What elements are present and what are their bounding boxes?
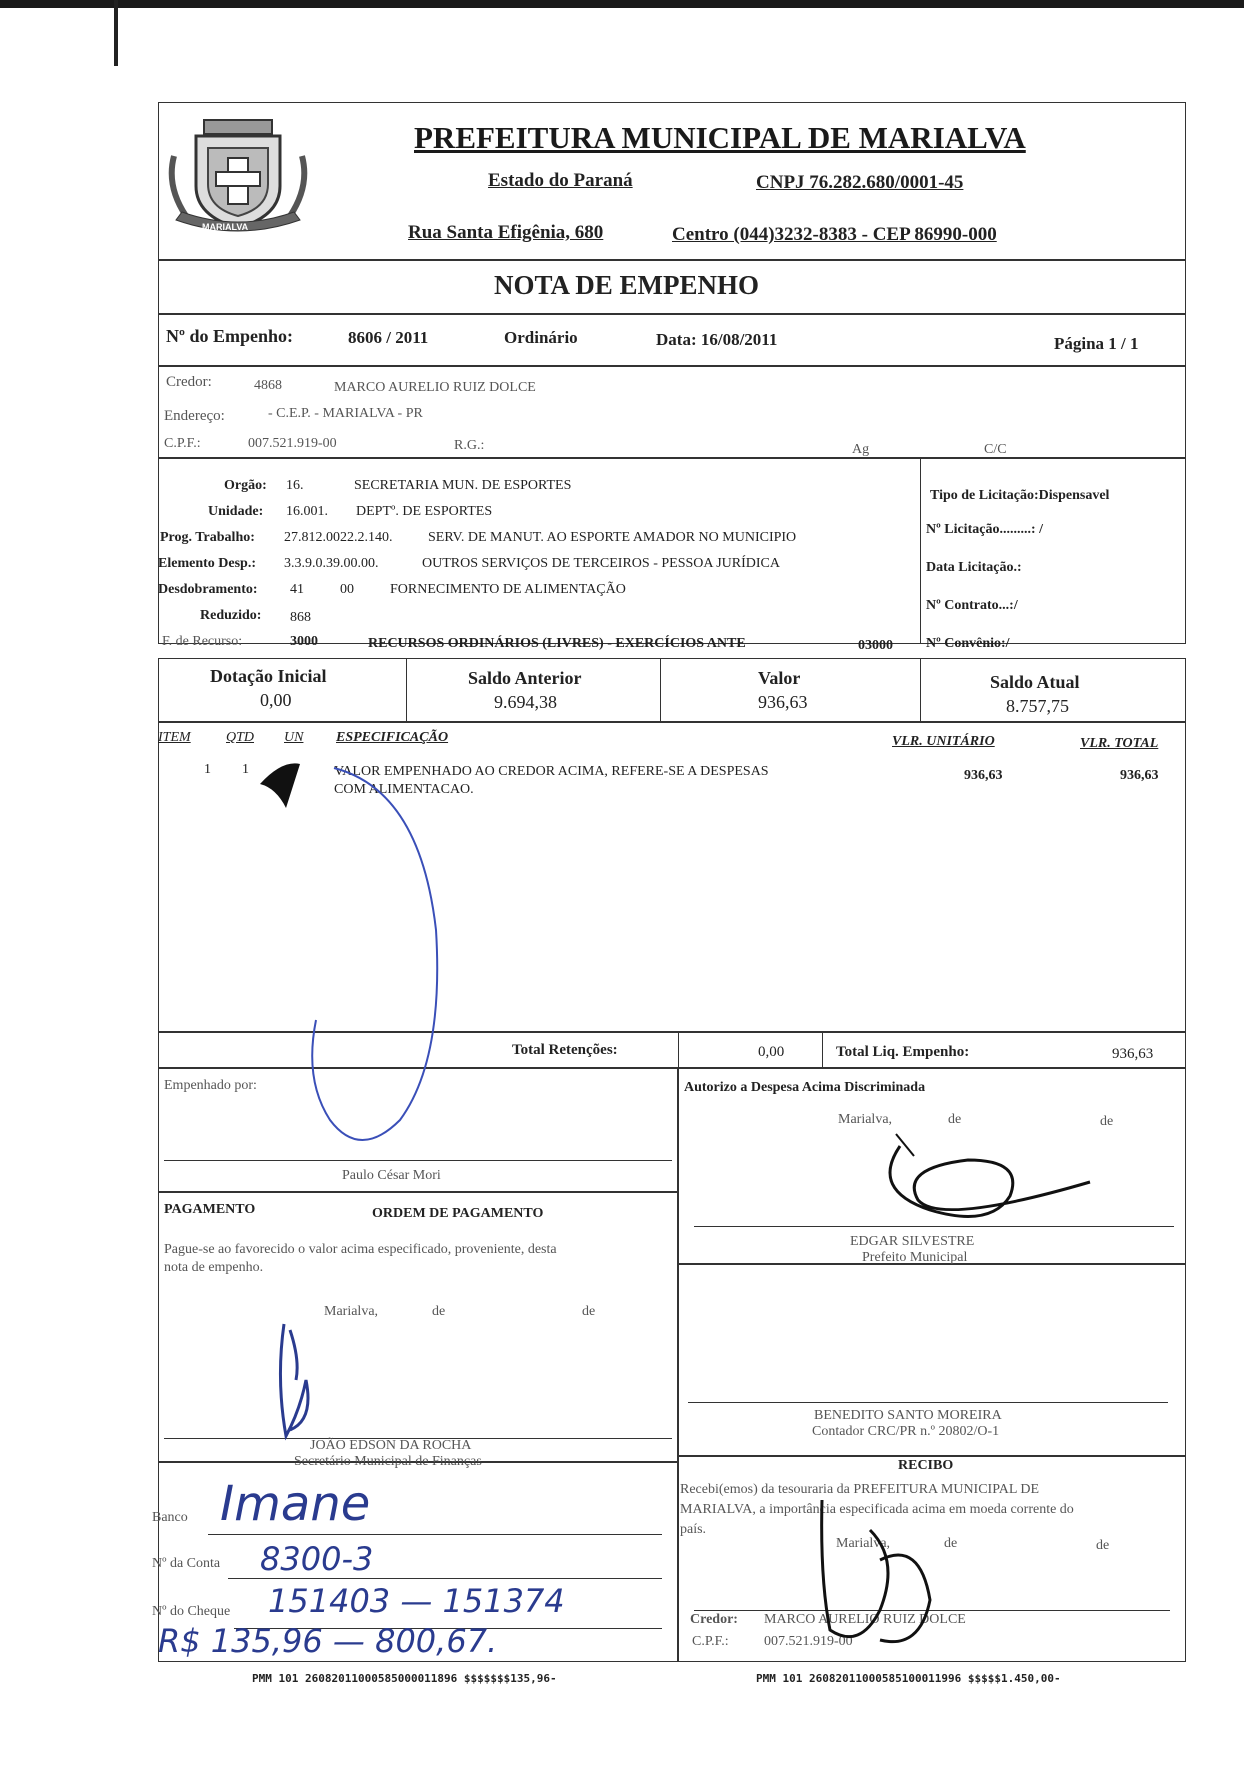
recibo-text-line2: MARIALVA, a importância especificada acima em moeda corrente do bbox=[680, 1502, 1074, 1517]
dotacao-value: 0,00 bbox=[260, 690, 292, 710]
pagamento-de2: de bbox=[582, 1304, 596, 1319]
cpf-value: 007.521.919-00 bbox=[248, 436, 337, 451]
reduzido-label: Reduzido: bbox=[200, 608, 262, 623]
recurso-code: 3000 bbox=[290, 634, 318, 649]
handwritten-cheque: 151403 — 151374 bbox=[268, 1582, 565, 1620]
prefeito-name: EDGAR SILVESTRE bbox=[850, 1234, 975, 1249]
ag-label: Ag bbox=[852, 442, 870, 457]
secretario-name: JOÃO EDSON DA ROCHA bbox=[310, 1438, 472, 1453]
unidade-name: DEPTº. DE ESPORTES bbox=[356, 504, 493, 519]
dotacao-label: Dotação Inicial bbox=[210, 666, 327, 686]
col-un: UN bbox=[284, 730, 304, 745]
recibo-label: RECIBO bbox=[898, 1458, 954, 1473]
licitacao-num: Nº Licitação.........: / bbox=[926, 522, 1043, 537]
valor-value: 936,63 bbox=[758, 692, 808, 712]
orgao-name: SECRETARIA MUN. DE ESPORTES bbox=[354, 478, 572, 493]
pagamento-text-line1: Pague-se ao favorecido o valor acima especificado, proveniente, desta bbox=[164, 1242, 557, 1257]
licitacao-contrato: Nº Contrato...:/ bbox=[926, 598, 1018, 613]
item-total-value: 936,63 bbox=[1120, 768, 1159, 783]
total-liq-value: 936,63 bbox=[1112, 1046, 1154, 1062]
orgao-label: Orgão: bbox=[224, 478, 267, 493]
item-desc-line2: COM ALIMENTACAO. bbox=[334, 782, 474, 797]
recurso-name: RECURSOS ORDINÁRIOS (LIVRES) - EXERCÍCIOS ANTE bbox=[368, 636, 746, 651]
total-liq-label: Total Liq. Empenho: bbox=[836, 1044, 970, 1060]
elemento-code: 3.3.9.0.39.00.00. bbox=[284, 556, 379, 571]
recibo-credor-name: MARCO AURELIO RUIZ DOLCE bbox=[764, 1612, 966, 1627]
contador-role: Contador CRC/PR n.º 20802/O-1 bbox=[812, 1424, 1000, 1439]
pagamento-city: Marialva, bbox=[324, 1304, 379, 1319]
col-especificacao: ESPECIFICAÇÃO bbox=[336, 730, 449, 745]
empenho-type: Ordinário bbox=[504, 328, 578, 347]
ordem-pagamento-label: ORDEM DE PAGAMENTO bbox=[372, 1206, 544, 1221]
orgao-code: 16. bbox=[286, 478, 304, 493]
elemento-label: Elemento Desp.: bbox=[158, 556, 256, 571]
pagamento-text-line2: nota de empenho. bbox=[164, 1260, 264, 1275]
autorizo-label: Autorizo a Despesa Acima Discriminada bbox=[684, 1080, 926, 1095]
desdobramento-sub: 00 bbox=[340, 582, 354, 597]
recibo-text-line1: Recebi(emos) da tesouraria da PREFEITURA MUNICIPAL DE bbox=[680, 1482, 1040, 1497]
recibo-cpf-label: C.P.F.: bbox=[692, 1634, 729, 1649]
recibo-de2: de bbox=[1096, 1538, 1110, 1553]
recurso-label: F. de Recurso: bbox=[162, 634, 243, 649]
secretario-role: Secretário Municipal de Finanças bbox=[294, 1454, 482, 1469]
col-qtd: QTD bbox=[226, 730, 255, 745]
col-vlr-total: VLR. TOTAL bbox=[1080, 736, 1159, 751]
micr-left: PMM 101 26082011000585000011896 $$$$$$$135,96- bbox=[252, 1672, 557, 1685]
banco-label: Banco bbox=[152, 1510, 188, 1525]
handwritten-banco: Imane bbox=[220, 1476, 371, 1532]
total-retencoes-value: 0,00 bbox=[758, 1044, 785, 1060]
valor-label: Valor bbox=[758, 668, 801, 688]
crest-banner-text: MARIALVA bbox=[202, 222, 249, 232]
recibo-credor-label: Credor: bbox=[690, 1612, 738, 1627]
elemento-name: OUTROS SERVIÇOS DE TERCEIROS - PESSOA JURÍDICA bbox=[422, 556, 781, 571]
saldo-anterior-label: Saldo Anterior bbox=[468, 668, 582, 688]
rg-label: R.G.: bbox=[454, 438, 485, 453]
ink-blot-icon bbox=[260, 763, 300, 808]
recibo-city: Marialva, bbox=[836, 1536, 891, 1551]
recibo-text-line3: país. bbox=[680, 1522, 707, 1537]
handwritten-conta: 8300-3 bbox=[260, 1540, 374, 1578]
header-street: Rua Santa Efigênia, 680 bbox=[408, 222, 604, 243]
licitacao-convenio: Nº Convênio:/ bbox=[926, 636, 1010, 651]
licitacao-tipo: Tipo de Licitação:Dispensavel bbox=[930, 488, 1110, 503]
autorizo-city: Marialva, bbox=[838, 1112, 893, 1127]
saldo-anterior-value: 9.694,38 bbox=[494, 692, 557, 712]
desdobramento-label: Desdobramento: bbox=[158, 582, 258, 597]
header-cnpj: CNPJ 76.282.680/0001-45 bbox=[756, 172, 964, 193]
prefeito-role: Prefeito Municipal bbox=[862, 1250, 968, 1265]
saldo-atual-value: 8.757,75 bbox=[1006, 696, 1069, 716]
conta-label: Nº da Conta bbox=[152, 1556, 221, 1571]
cc-label: C/C bbox=[984, 442, 1007, 457]
prog-code: 27.812.0022.2.140. bbox=[284, 530, 393, 545]
micr-right: PMM 101 26082011000585100011996 $$$$$1.450,00- bbox=[756, 1672, 1061, 1685]
item-desc-line1: VALOR EMPENHADO AO CREDOR ACIMA, REFERE-SE A DESPESAS bbox=[334, 764, 769, 779]
recurso-end: 03000 bbox=[858, 638, 893, 653]
credor-name: MARCO AURELIO RUIZ DOLCE bbox=[334, 380, 536, 395]
signature-secretario-icon bbox=[280, 1324, 308, 1436]
unidade-code: 16.001. bbox=[286, 504, 328, 519]
total-retencoes-label: Total Retenções: bbox=[512, 1042, 618, 1058]
pagamento-label: PAGAMENTO bbox=[164, 1202, 256, 1217]
signature-empenhado-icon bbox=[312, 768, 437, 1140]
unidade-label: Unidade: bbox=[208, 504, 264, 519]
signature-credor-icon bbox=[822, 1500, 930, 1642]
recibo-cpf-value: 007.521.919-00 bbox=[764, 1634, 853, 1649]
item-qtd: 1 bbox=[242, 762, 249, 777]
endereco-value: - C.E.P. - MARIALVA - PR bbox=[268, 406, 423, 421]
doc-title: NOTA DE EMPENHO bbox=[494, 270, 760, 300]
pagamento-de1: de bbox=[432, 1304, 446, 1319]
col-item: ITEM bbox=[158, 730, 191, 745]
contador-name: BENEDITO SANTO MOREIRA bbox=[814, 1408, 1002, 1423]
desdobramento-name: FORNECIMENTO DE ALIMENTAÇÃO bbox=[390, 582, 626, 597]
reduzido-value: 868 bbox=[290, 610, 311, 625]
page-number: Página 1 / 1 bbox=[1054, 334, 1139, 353]
credor-label: Credor: bbox=[166, 374, 212, 390]
saldo-atual-label: Saldo Atual bbox=[990, 672, 1080, 692]
licitacao-data: Data Licitação.: bbox=[926, 560, 1022, 575]
desdobramento-code: 41 bbox=[290, 582, 304, 597]
handwritten-values: R$ 135,96 — 800,67. bbox=[158, 1622, 498, 1660]
autorizo-de1: de bbox=[948, 1112, 962, 1127]
endereco-label: Endereço: bbox=[164, 408, 225, 424]
empenhado-name: Paulo César Mori bbox=[342, 1168, 441, 1183]
empenho-date: Data: 16/08/2011 bbox=[656, 330, 778, 349]
item-unit-value: 936,63 bbox=[964, 768, 1003, 783]
item-number: 1 bbox=[204, 762, 211, 777]
col-vlr-unitario: VLR. UNITÁRIO bbox=[892, 734, 995, 749]
header-address: Centro (044)3232-8383 - CEP 86990-000 bbox=[672, 224, 997, 245]
empenho-number: 8606 / 2011 bbox=[348, 328, 429, 347]
credor-code: 4868 bbox=[254, 378, 282, 393]
prog-label: Prog. Trabalho: bbox=[160, 530, 255, 545]
cpf-label: C.P.F.: bbox=[164, 436, 201, 451]
signature-prefeito-icon bbox=[890, 1146, 1090, 1216]
cheque-label: Nº do Cheque bbox=[152, 1604, 231, 1619]
recibo-de1: de bbox=[944, 1536, 958, 1551]
header-state: Estado do Paraná bbox=[488, 170, 633, 191]
autorizo-de2: de bbox=[1100, 1114, 1114, 1129]
prog-name: SERV. DE MANUT. AO ESPORTE AMADOR NO MUNICIPIO bbox=[428, 530, 797, 545]
empenhado-label: Empenhado por: bbox=[164, 1078, 257, 1093]
empenho-number-label: Nº do Empenho: bbox=[166, 326, 293, 346]
header-title: PREFEITURA MUNICIPAL DE MARIALVA bbox=[414, 120, 1026, 155]
